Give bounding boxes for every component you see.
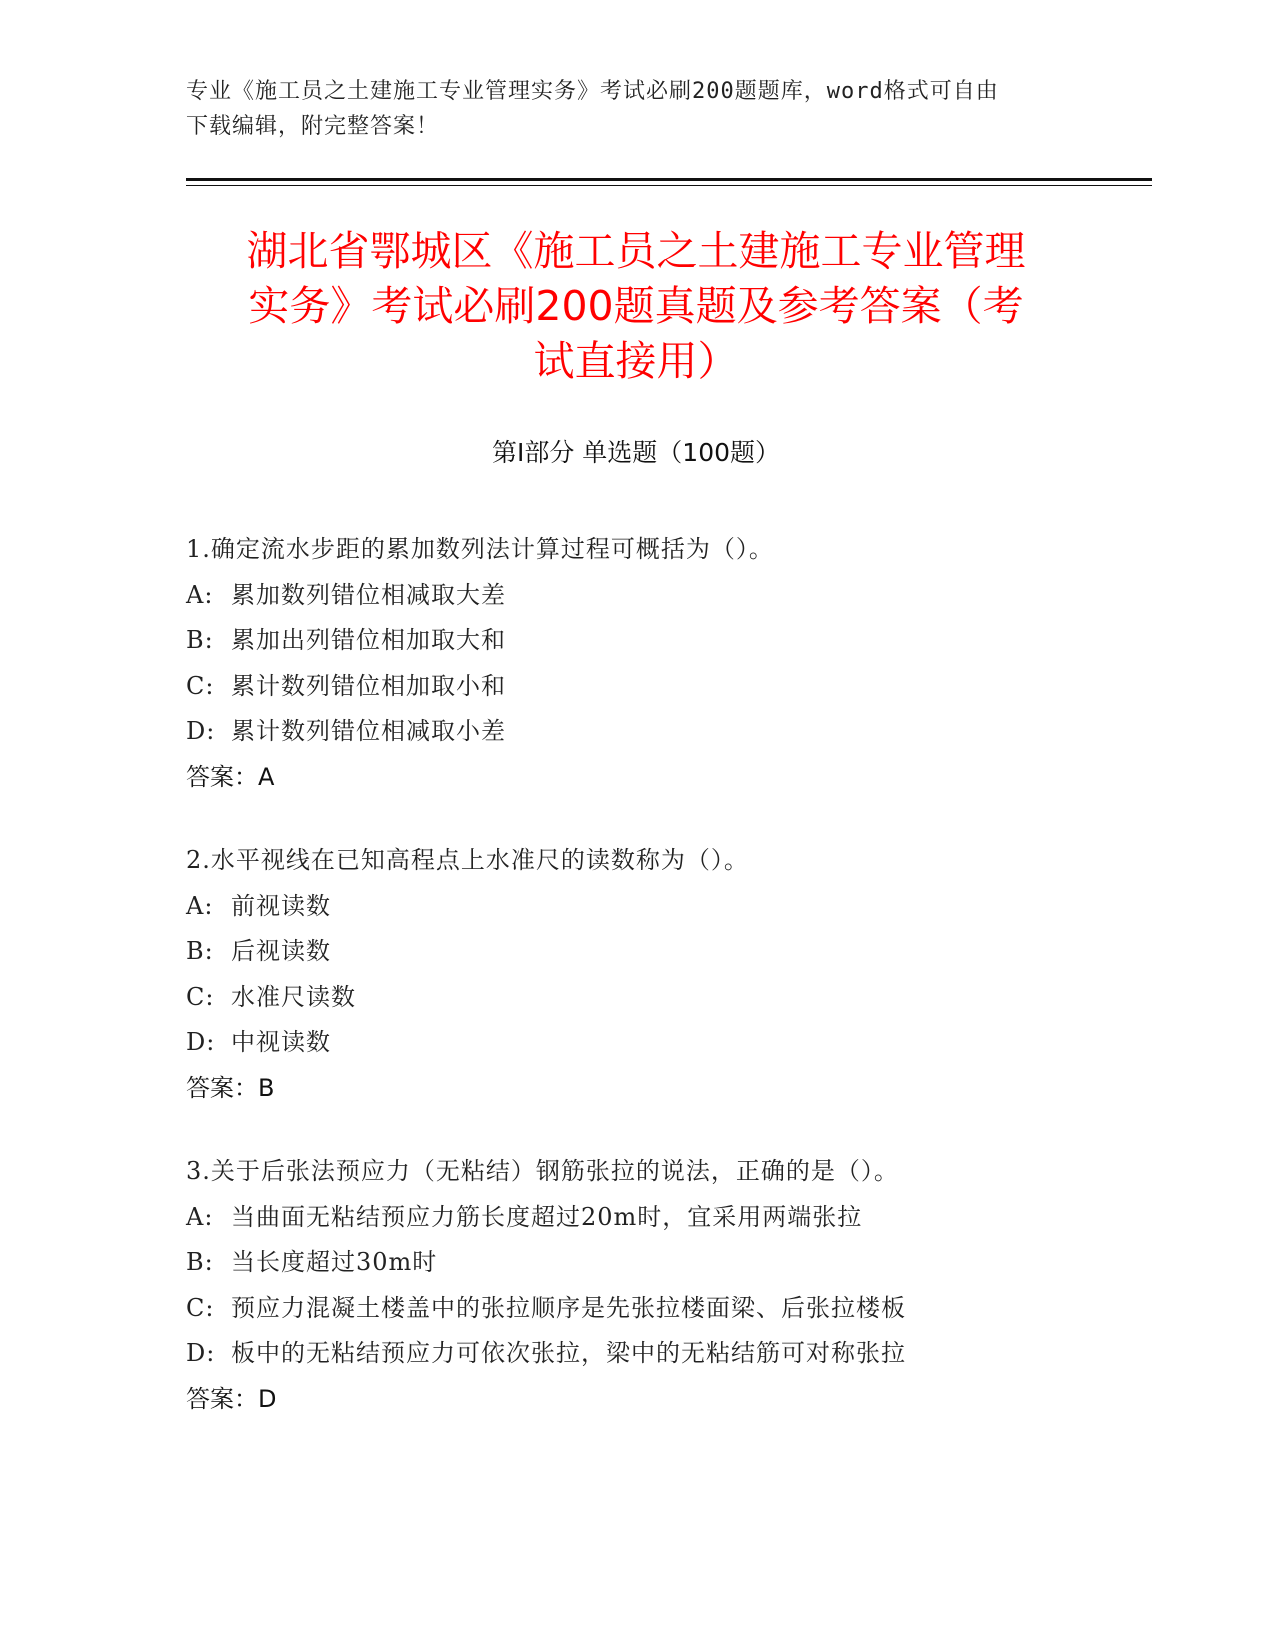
option-a xyxy=(186,573,1106,619)
option-letter: A: xyxy=(186,891,214,920)
title-line: 湖北省鄂城区《施工员之土建施工专业管理 xyxy=(246,227,1026,275)
option-letter: D: xyxy=(186,1339,216,1367)
question-stem: 2.水平视线在已知高程点上水准尺的读数称为（）。 xyxy=(186,846,749,874)
option-text: 水准尺读数 xyxy=(231,982,356,1011)
option-text: 累加出列错位相加取大和 xyxy=(231,626,506,654)
option-letter: B: xyxy=(186,626,214,654)
question-item xyxy=(186,838,1106,1111)
option-b xyxy=(186,1240,1106,1286)
option-letter: C: xyxy=(186,982,215,1011)
question-stem: 3.关于后张法预应力（无粘结）钢筋张拉的说法，正确的是（）。 xyxy=(186,1157,899,1185)
option-text: 板中的无粘结预应力可依次张拉，梁中的无粘结筋可对称张拉 xyxy=(231,1339,906,1367)
option-text: 累加数列错位相减取大差 xyxy=(231,580,506,609)
option-c xyxy=(186,1286,1106,1332)
option-letter: C: xyxy=(186,671,215,700)
section-heading: 第Ⅰ部分 单选题（100题） xyxy=(491,438,781,467)
question-item xyxy=(186,527,1106,800)
header-note xyxy=(186,74,1066,144)
option-d xyxy=(186,709,1106,755)
option-b xyxy=(186,929,1106,975)
answer-key: 答案：A xyxy=(186,762,275,791)
header-note-line: 下载编辑，附完整答案！ xyxy=(186,114,440,139)
option-text: 累计数列错位相加取小和 xyxy=(231,671,506,700)
answer-key: 答案：D xyxy=(186,1384,277,1413)
document-title xyxy=(186,224,1086,389)
option-text: 累计数列错位相减取小差 xyxy=(231,717,506,745)
title-line: 试直接用） xyxy=(533,337,739,385)
option-text: 当长度超过30m时 xyxy=(231,1248,438,1276)
option-text: 中视读数 xyxy=(231,1028,331,1056)
option-text: 后视读数 xyxy=(231,937,331,965)
option-c xyxy=(186,975,1106,1021)
answer-key: 答案：B xyxy=(186,1073,275,1102)
question-item xyxy=(186,1149,1106,1422)
option-letter: C: xyxy=(186,1293,215,1322)
header-divider-thin xyxy=(186,185,1152,186)
option-text: 预应力混凝土楼盖中的张拉顺序是先张拉楼面梁、后张拉楼板 xyxy=(231,1293,906,1322)
option-letter: B: xyxy=(186,937,214,965)
question-list xyxy=(186,527,1106,1460)
option-a xyxy=(186,1195,1106,1241)
option-letter: D: xyxy=(186,717,216,745)
option-letter: A: xyxy=(186,1202,214,1231)
option-letter: D: xyxy=(186,1028,216,1056)
option-b xyxy=(186,618,1106,664)
option-text: 当曲面无粘结预应力筋长度超过20m时，宜采用两端张拉 xyxy=(231,1202,863,1231)
title-line: 实务》考试必刷200题真题及参考答案（考 xyxy=(248,282,1024,330)
option-letter: B: xyxy=(186,1248,214,1276)
option-a xyxy=(186,884,1106,930)
header-note-line: 专业《施工员之土建施工专业管理实务》考试必刷200题题库，word格式可自由 xyxy=(186,79,999,104)
option-text: 前视读数 xyxy=(231,891,331,920)
option-d xyxy=(186,1020,1106,1066)
question-stem: 1.确定流水步距的累加数列法计算过程可概括为（）。 xyxy=(186,535,774,563)
header-divider-thick xyxy=(186,178,1152,181)
option-d xyxy=(186,1331,1106,1377)
option-c xyxy=(186,664,1106,710)
option-letter: A: xyxy=(186,580,214,609)
